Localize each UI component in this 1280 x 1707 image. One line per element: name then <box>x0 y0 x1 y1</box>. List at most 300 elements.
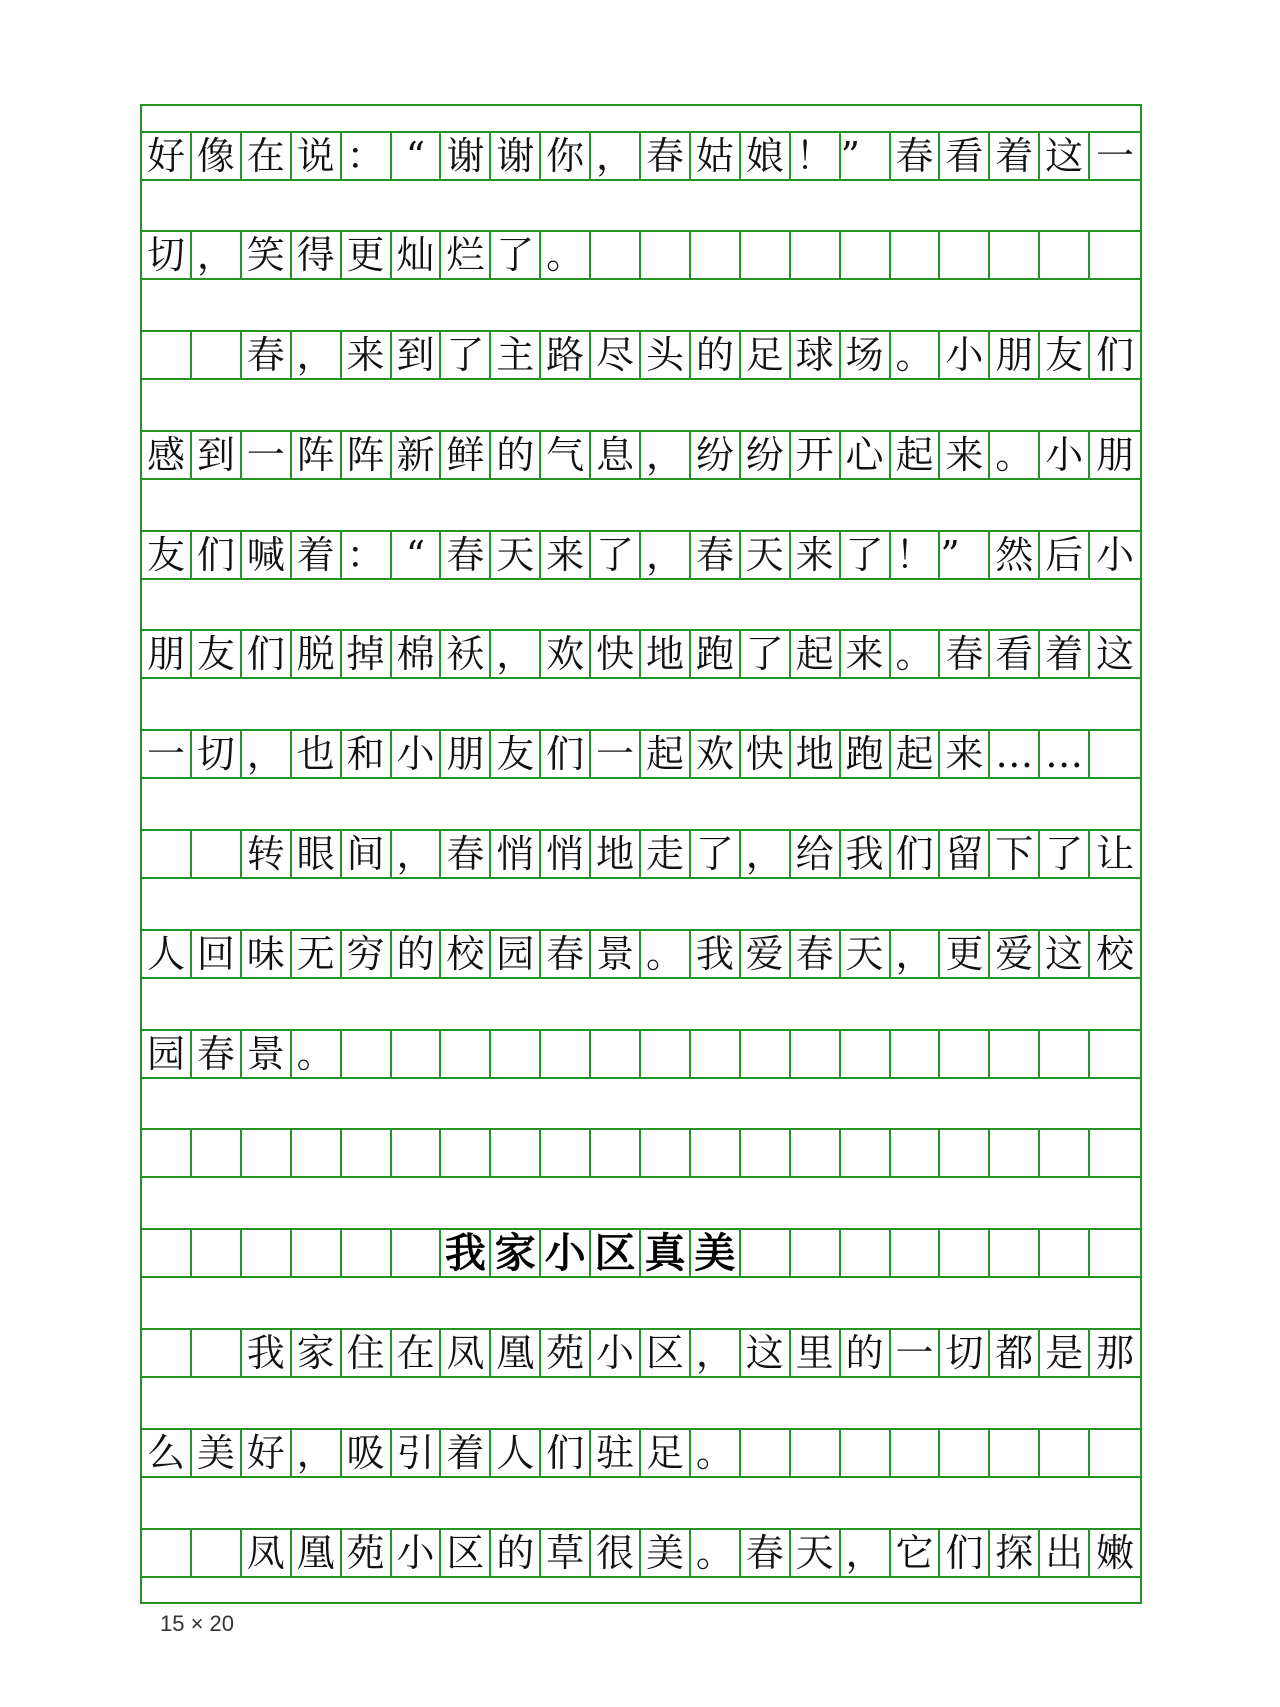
grid-cell: 眼 <box>292 831 342 877</box>
grid-cell: 来 <box>841 631 891 677</box>
grid-cell <box>1090 1430 1140 1476</box>
grid-cell: 。 <box>292 1031 342 1077</box>
grid-cell <box>342 1031 392 1077</box>
grid-cell: 喊 <box>242 532 292 578</box>
grid-cell: 欢 <box>691 731 741 777</box>
grid-cell: 春 <box>192 1031 242 1077</box>
grid-cell: 探 <box>990 1530 1040 1576</box>
composition-grid-sheet <box>140 104 1142 1604</box>
grid-cell: 天 <box>841 931 891 977</box>
grid-cell: 快 <box>591 631 641 677</box>
grid-cell: 然 <box>990 532 1040 578</box>
grid-cell: ！ <box>791 133 841 179</box>
grid-cell: 景 <box>591 931 641 977</box>
grid-cell: 走 <box>641 831 691 877</box>
grid-cell: 嫩 <box>1096 1530 1135 1575</box>
grid-cell <box>841 1230 891 1276</box>
grid-cell: 下 <box>990 831 1040 877</box>
grid-cell: 一 <box>1096 133 1135 178</box>
grid-cell: 来 <box>940 731 990 777</box>
grid-cell: 。 <box>541 232 591 278</box>
grid-cell <box>1090 1230 1140 1276</box>
grid-cell <box>1040 1230 1090 1276</box>
grid-cell: 苑 <box>342 1530 392 1576</box>
grid-cell: 们 <box>891 831 941 877</box>
grid-cell: 脱 <box>292 631 342 677</box>
grid-cell: 棉 <box>392 631 442 677</box>
grid-cell <box>741 1031 791 1077</box>
grid-cell: 春 <box>441 831 491 877</box>
grid-cell: 校 <box>1096 931 1135 976</box>
grid-cell: 春 <box>741 1530 791 1576</box>
grid-cell: 了 <box>841 532 891 578</box>
grid-cell: 起 <box>891 731 941 777</box>
grid-row <box>142 1029 1140 1079</box>
grid-cell: 在 <box>392 1330 442 1376</box>
grid-cell: 感 <box>142 432 192 478</box>
grid-cell: 爱 <box>741 931 791 977</box>
grid-cell: 的 <box>841 1330 891 1376</box>
grid-cell <box>891 232 941 278</box>
grid-cell <box>990 232 1040 278</box>
grid-cell: 很 <box>591 1530 641 1576</box>
grid-cell: 头 <box>641 332 691 378</box>
grid-cell: ： <box>342 532 392 578</box>
grid-cell: 爱 <box>990 931 1040 977</box>
grid-cell: 天 <box>791 1530 841 1576</box>
grid-size-label: 15 × 20 <box>160 1611 235 1636</box>
grid-cell: 一 <box>142 731 192 777</box>
grid-cell: 好 <box>242 1430 292 1476</box>
grid-cell: 友 <box>1040 332 1090 378</box>
grid-cell <box>990 1031 1040 1077</box>
grid-cell: 起 <box>641 731 691 777</box>
grid-cell: 里 <box>791 1330 841 1376</box>
grid-cell <box>392 1230 442 1276</box>
title-cell: 区 <box>591 1230 641 1276</box>
grid-row <box>142 929 1140 979</box>
grid-cell: 。 <box>641 931 691 977</box>
grid-cell: 纷 <box>691 432 741 478</box>
row-gap <box>142 879 1140 929</box>
grid-cell <box>891 1430 941 1476</box>
grid-cell: 们 <box>940 1530 990 1576</box>
grid-cell: 区 <box>641 1330 691 1376</box>
grid-cell: 园 <box>491 931 541 977</box>
grid-cell <box>891 1130 941 1176</box>
grid-cell: 凰 <box>491 1330 541 1376</box>
grid-cell: 春 <box>691 532 741 578</box>
grid-cell: 到 <box>392 332 442 378</box>
grid-cell <box>990 1430 1040 1476</box>
grid-cell <box>142 1530 192 1576</box>
grid-cell: 气 <box>541 432 591 478</box>
grid-cell: 小 <box>940 332 990 378</box>
grid-cell: 朋 <box>1096 432 1135 477</box>
grid-cell <box>142 1230 192 1276</box>
grid-cell: 这 <box>1096 632 1135 677</box>
grid-cell: 跑 <box>841 731 891 777</box>
grid-cell: 朋 <box>990 332 1040 378</box>
grid-cell: 姑 <box>691 133 741 179</box>
ellipsis-cell: … <box>1040 731 1090 777</box>
grid-cell <box>891 1230 941 1276</box>
grid-cell <box>990 1230 1040 1276</box>
grid-cell: 住 <box>342 1330 392 1376</box>
grid-cell: 地 <box>591 831 641 877</box>
grid-cell: 着 <box>990 133 1040 179</box>
grid-cell <box>641 1031 691 1077</box>
grid-cell: 好 <box>142 133 192 179</box>
grid-cell: 那 <box>1096 1331 1135 1376</box>
grid-cell: 么 <box>142 1430 192 1476</box>
grid-row <box>142 729 1140 779</box>
grid-cell: 天 <box>491 532 541 578</box>
grid-cell: ” <box>841 133 891 179</box>
grid-cell: 谢 <box>491 133 541 179</box>
grid-cell: 了 <box>691 831 741 877</box>
grid-cell <box>392 1031 442 1077</box>
grid-cell <box>192 1230 242 1276</box>
grid-cell <box>841 1430 891 1476</box>
row-gap <box>142 1478 1140 1528</box>
grid-cell: 说 <box>292 133 342 179</box>
grid-cell: 袄 <box>441 631 491 677</box>
grid-cell: 来 <box>791 532 841 578</box>
row-gap <box>142 979 1140 1029</box>
grid-cell: 间 <box>342 831 392 877</box>
grid-cell <box>242 1130 292 1176</box>
grid-row <box>142 530 1140 580</box>
grid-cell: 悄 <box>491 831 541 877</box>
grid-cell: 我 <box>841 831 891 877</box>
grid-cell: 息 <box>591 432 641 478</box>
grid-cell: 友 <box>491 731 541 777</box>
grid-cell: 场 <box>841 332 891 378</box>
grid-cell <box>990 1130 1040 1176</box>
grid-cell <box>192 1530 242 1576</box>
row-gap <box>142 181 1140 231</box>
grid-row <box>142 230 1140 280</box>
grid-cell: 看 <box>940 133 990 179</box>
grid-cell: 草 <box>541 1530 591 1576</box>
grid-row <box>142 330 1140 380</box>
grid-cell <box>891 1031 941 1077</box>
grid-cell: 们 <box>242 631 292 677</box>
grid-cell: 春 <box>242 332 292 378</box>
grid-cell <box>292 1130 342 1176</box>
grid-cell: 一 <box>242 432 292 478</box>
grid-cell: 驻 <box>591 1430 641 1476</box>
row-gap <box>142 580 1140 630</box>
grid-cell: 鲜 <box>441 432 491 478</box>
grid-cell: ， <box>591 133 641 179</box>
grid-cell <box>741 232 791 278</box>
grid-cell: ， <box>891 931 941 977</box>
grid-cell: ！ <box>891 532 941 578</box>
grid-cell: 回 <box>192 931 242 977</box>
grid-cell: 春 <box>791 931 841 977</box>
row-gap <box>142 380 1140 430</box>
grid-cell <box>741 1430 791 1476</box>
grid-cell <box>441 1130 491 1176</box>
row-gap <box>142 679 1140 729</box>
grid-cell <box>841 232 891 278</box>
grid-cell: 路 <box>541 332 591 378</box>
grid-cell <box>791 1031 841 1077</box>
grid-cell <box>691 1031 741 1077</box>
grid-cell: 更 <box>342 232 392 278</box>
grid-cell: 小 <box>591 1330 641 1376</box>
grid-cell: 阵 <box>292 432 342 478</box>
grid-cell: 切 <box>192 731 242 777</box>
grid-cell: 春 <box>940 631 990 677</box>
grid-cell: 掉 <box>342 631 392 677</box>
grid-cell: 景 <box>242 1031 292 1077</box>
grid-cell: 人 <box>142 931 192 977</box>
grid-cell <box>591 1130 641 1176</box>
grid-cell: 球 <box>791 332 841 378</box>
grid-cell: 切 <box>940 1330 990 1376</box>
grid-cell: 后 <box>1040 532 1090 578</box>
grid-cell: ， <box>292 1430 342 1476</box>
grid-cell: 穷 <box>342 931 392 977</box>
grid-cell <box>142 332 192 378</box>
grid-cell <box>142 1130 192 1176</box>
grid-cell: 天 <box>741 532 791 578</box>
grid-cell: 新 <box>392 432 442 478</box>
grid-cell: 着 <box>441 1430 491 1476</box>
grid-cell <box>591 1031 641 1077</box>
grid-row <box>142 1328 1140 1378</box>
grid-cell <box>292 1230 342 1276</box>
grid-cell: 凰 <box>292 1530 342 1576</box>
grid-cell: 苑 <box>541 1330 591 1376</box>
ellipsis-cell: … <box>990 731 1040 777</box>
grid-cell: 们 <box>541 731 591 777</box>
grid-cell: 足 <box>741 332 791 378</box>
grid-cell: 像 <box>192 133 242 179</box>
grid-cell <box>791 1430 841 1476</box>
grid-cell <box>791 232 841 278</box>
grid-cell <box>940 1031 990 1077</box>
top-margin-band <box>142 106 1140 131</box>
grid-cell <box>192 1330 242 1376</box>
grid-cell: 让 <box>1096 832 1135 877</box>
title-cell: 真 <box>641 1230 691 1276</box>
grid-cell: 足 <box>641 1430 691 1476</box>
grid-cell: 家 <box>292 1330 342 1376</box>
grid-cell: 了 <box>441 332 491 378</box>
grid-cell: 尽 <box>591 332 641 378</box>
grid-cell: 。 <box>691 1530 741 1576</box>
grid-row <box>142 1528 1140 1578</box>
grid-cell <box>1040 1430 1090 1476</box>
grid-row <box>142 1428 1140 1478</box>
grid-cell <box>441 1031 491 1077</box>
grid-cell <box>641 232 691 278</box>
grid-cell: 朋 <box>142 631 192 677</box>
grid-cell <box>1090 1031 1140 1077</box>
grid-cell: 灿 <box>392 232 442 278</box>
grid-cell: 小 <box>392 1530 442 1576</box>
grid-cell: 烂 <box>441 232 491 278</box>
grid-cell: 的 <box>691 332 741 378</box>
grid-cell: 这 <box>1040 931 1090 977</box>
grid-cell <box>641 1130 691 1176</box>
grid-cell: 。 <box>891 332 941 378</box>
grid-cell: 。 <box>691 1430 741 1476</box>
grid-cell <box>591 232 641 278</box>
grid-cell: 它 <box>891 1530 941 1576</box>
grid-cell: 开 <box>791 432 841 478</box>
row-gap <box>142 280 1140 330</box>
title-cell: 我 <box>441 1230 491 1276</box>
grid-cell: 更 <box>940 931 990 977</box>
grid-cell: 人 <box>491 1430 541 1476</box>
grid-cell <box>192 831 242 877</box>
grid-cell: 我 <box>242 1330 292 1376</box>
row-gap <box>142 480 1140 530</box>
grid-cell: 友 <box>142 532 192 578</box>
grid-cell: 了 <box>591 532 641 578</box>
grid-cell <box>491 1130 541 1176</box>
grid-cell: 了 <box>741 631 791 677</box>
title-cell: 美 <box>691 1230 741 1276</box>
bottom-margin-band <box>142 1578 1140 1602</box>
grid-cell: 小 <box>1040 432 1090 478</box>
grid-cell: 纷 <box>741 432 791 478</box>
grid-cell: 凤 <box>242 1530 292 1576</box>
grid-cell <box>142 831 192 877</box>
grid-cell: 春 <box>441 532 491 578</box>
grid-cell: 引 <box>392 1430 442 1476</box>
grid-cell <box>1040 1031 1090 1077</box>
grid-cell: “ <box>392 133 442 179</box>
grid-cell: 味 <box>242 931 292 977</box>
grid-cell: 区 <box>441 1530 491 1576</box>
grid-cell: 和 <box>342 731 392 777</box>
grid-cell <box>841 1130 891 1176</box>
grid-cell <box>841 1031 891 1077</box>
grid-cell <box>541 1130 591 1176</box>
grid-cell: ， <box>691 1330 741 1376</box>
grid-cell: 这 <box>741 1330 791 1376</box>
grid-cell: 来 <box>342 332 392 378</box>
grid-row <box>142 1128 1140 1178</box>
grid-row-title <box>142 1228 1140 1278</box>
grid-cell: 校 <box>441 931 491 977</box>
grid-cell: 着 <box>1040 631 1090 677</box>
grid-row <box>142 629 1140 679</box>
grid-cell: ， <box>292 332 342 378</box>
grid-cell <box>940 232 990 278</box>
grid-cell: ： <box>342 133 392 179</box>
grid-cell: ， <box>242 731 292 777</box>
grid-cell: 娘 <box>741 133 791 179</box>
grid-cell: 转 <box>242 831 292 877</box>
grid-cell: 朋 <box>441 731 491 777</box>
grid-cell: 美 <box>192 1430 242 1476</box>
grid-cell: 你 <box>541 133 591 179</box>
grid-cell: ， <box>841 1530 891 1576</box>
grid-cell <box>741 1130 791 1176</box>
grid-cell: 一 <box>591 731 641 777</box>
grid-cell: 心 <box>841 432 891 478</box>
grid-cell: 的 <box>491 1530 541 1576</box>
grid-cell <box>1040 1130 1090 1176</box>
grid-cell: 到 <box>192 432 242 478</box>
grid-row <box>142 829 1140 879</box>
grid-cell <box>1090 1130 1140 1176</box>
grid-cell: 小 <box>392 731 442 777</box>
grid-cell <box>791 1230 841 1276</box>
grid-cell <box>192 332 242 378</box>
grid-cell: 们 <box>1096 333 1135 378</box>
grid-cell: 地 <box>641 631 691 677</box>
grid-cell <box>392 1130 442 1176</box>
grid-cell: ， <box>641 432 691 478</box>
grid-cell: 小 <box>1096 532 1135 577</box>
grid-cell: 谢 <box>441 133 491 179</box>
grid-cell: 。 <box>990 432 1040 478</box>
grid-cell: 这 <box>1040 133 1090 179</box>
grid-cell: ， <box>192 232 242 278</box>
grid-cell: 。 <box>891 631 941 677</box>
grid-cell: 起 <box>891 432 941 478</box>
grid-cell: 春 <box>541 931 591 977</box>
grid-cell: “ <box>392 532 442 578</box>
grid-cell: 着 <box>292 532 342 578</box>
row-gap <box>142 1178 1140 1228</box>
grid-cell: 起 <box>791 631 841 677</box>
grid-cell: ， <box>491 631 541 677</box>
grid-cell: 一 <box>891 1330 941 1376</box>
row-gap <box>142 779 1140 829</box>
grid-cell <box>192 1130 242 1176</box>
grid-cell <box>1090 232 1140 278</box>
grid-cell: 来 <box>940 432 990 478</box>
grid-cell: 切 <box>142 232 192 278</box>
grid-cell <box>342 1130 392 1176</box>
grid-cell: 凤 <box>441 1330 491 1376</box>
grid-cell: 跑 <box>691 631 741 677</box>
grid-cell: 在 <box>242 133 292 179</box>
grid-cell: 地 <box>791 731 841 777</box>
grid-cell: 悄 <box>541 831 591 877</box>
grid-cell <box>142 1330 192 1376</box>
grid-cell <box>940 1430 990 1476</box>
grid-cell <box>541 1031 591 1077</box>
grid-cell: 美 <box>641 1530 691 1576</box>
grid-cell: 园 <box>142 1031 192 1077</box>
grid-cell <box>242 1230 292 1276</box>
row-gap <box>142 1378 1140 1428</box>
grid-cell <box>940 1130 990 1176</box>
grid-cell: ， <box>641 532 691 578</box>
grid-cell: 们 <box>541 1430 591 1476</box>
grid-cell <box>491 1031 541 1077</box>
grid-cell: 们 <box>192 532 242 578</box>
grid-cell: 吸 <box>342 1430 392 1476</box>
grid-cell: 得 <box>292 232 342 278</box>
grid-cell <box>741 1230 791 1276</box>
title-cell: 小 <box>541 1230 591 1276</box>
grid-cell <box>940 1230 990 1276</box>
grid-cell: 阵 <box>342 432 392 478</box>
grid-cell: 友 <box>192 631 242 677</box>
grid-cell: 给 <box>791 831 841 877</box>
